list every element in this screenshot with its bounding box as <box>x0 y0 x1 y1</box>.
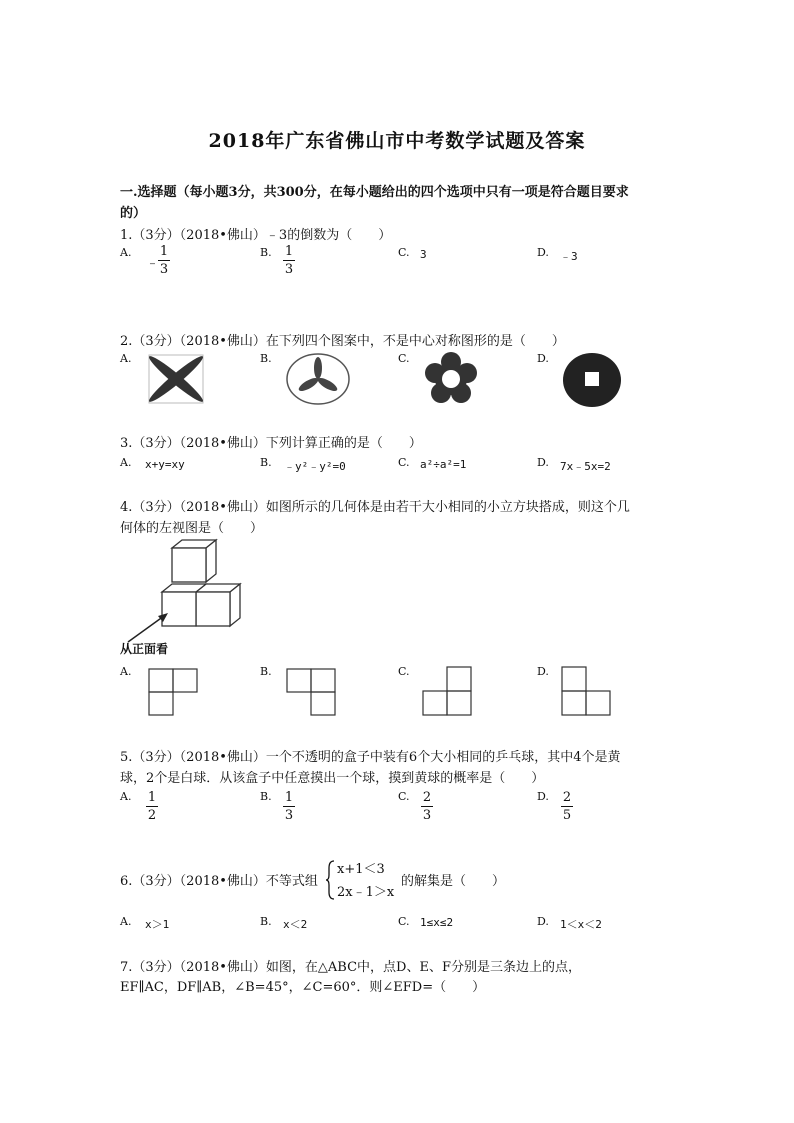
q3-option-d-value: 7x﹣5x=2 <box>560 460 611 473</box>
q6-stem-suffix: 的解集是（ ） <box>401 874 506 889</box>
q6-option-d-label: D. <box>537 915 549 928</box>
q5-stem-line2: 球，2个是白球．从该盒子中任意摸出一个球，摸到黄球的概率是（ ） <box>120 771 545 786</box>
q3-option-a-label: A. <box>120 456 132 469</box>
q1-option-d-label: D. <box>537 246 549 259</box>
q6-option-a-value: x＞1 <box>145 918 170 931</box>
q3-option-c-value: a²÷a²=1 <box>420 458 467 471</box>
q4-option-b-view <box>286 668 336 716</box>
q5-option-b-fraction <box>283 790 295 823</box>
q4-option-b-label: B. <box>260 665 272 678</box>
q4-option-a-view <box>148 668 198 716</box>
fraction-bar <box>146 806 158 807</box>
q5-option-b-label: B. <box>260 790 272 803</box>
q1-option-d-value: ﹣3 <box>560 250 578 263</box>
q2-figure-c-flower <box>422 352 480 406</box>
q5-option-d-label: D. <box>537 790 549 803</box>
q1-option-b-label: B. <box>260 246 272 259</box>
q1-stem: 1.（3分）（2018•佛山）﹣3的倒数为（ ） <box>120 228 392 243</box>
fraction-bar <box>561 806 573 807</box>
q3-option-d-label: D. <box>537 456 549 469</box>
q2-option-b-label: B. <box>260 352 272 365</box>
q6-brace-icon <box>326 860 336 900</box>
q4-figure-caption: 从正面看 <box>120 642 169 656</box>
q2-option-a-label: A. <box>120 352 132 365</box>
q5-option-d-fraction <box>561 790 573 823</box>
q1-option-a-label: A. <box>120 246 132 259</box>
q5-c-denominator: 3 <box>422 808 432 823</box>
q5-option-a-label: A. <box>120 790 132 803</box>
q3-option-a-value: x+y=xy <box>145 458 185 471</box>
fraction-bar <box>158 260 170 261</box>
q2-figure-a-four-petals <box>148 354 204 404</box>
q5-option-c-fraction <box>421 790 433 823</box>
q1-a-denominator: 3 <box>159 262 169 277</box>
q1-option-a-sign: ﹣ <box>146 256 160 271</box>
q2-option-d-label: D. <box>537 352 549 365</box>
q5-option-c-label: C. <box>398 790 410 803</box>
q4-option-d-label: D. <box>537 665 549 678</box>
q6-option-b-label: B. <box>260 915 272 928</box>
q3-stem: 3.（3分）（2018•佛山）下列计算正确的是（ ） <box>120 436 422 451</box>
q2-stem: 2.（3分）（2018•佛山）在下列四个图案中，不是中心对称图形的是（ ） <box>120 334 565 349</box>
q5-b-denominator: 3 <box>284 808 294 823</box>
q4-option-a-label: A. <box>120 665 132 678</box>
q1-option-c-value: 3 <box>420 248 427 261</box>
q2-option-c-label: C. <box>398 352 410 365</box>
q5-stem-line1: 5.（3分）（2018•佛山）一个不透明的盒子中装有6个大小相同的乒乓球，其中4个是黄 <box>120 750 621 765</box>
q1-option-b-fraction <box>283 244 295 277</box>
q6-option-d-value: 1＜x＜2 <box>560 918 602 931</box>
q3-option-b-value: ﹣y²﹣y²=0 <box>284 460 346 473</box>
q6-stem-prefix: 6.（3分）（2018•佛山）不等式组 <box>120 874 318 889</box>
q1-b-denominator: 3 <box>284 262 294 277</box>
q5-option-a-fraction <box>146 790 158 823</box>
q6-system-line2: 2x﹣1＞x <box>337 885 395 900</box>
section-header-line2: 的） <box>120 206 147 221</box>
q4-stem-line1: 4.（3分）（2018•佛山）如图所示的几何体是由若干大小相同的小立方块搭成，则这个几 <box>120 500 630 515</box>
q3-option-b-label: B. <box>260 456 272 469</box>
q5-d-denominator: 5 <box>562 808 572 823</box>
fraction-bar <box>421 806 433 807</box>
q4-option-c-view <box>422 666 472 716</box>
q6-option-a-label: A. <box>120 915 132 928</box>
q2-figure-b-three-petals <box>286 353 350 405</box>
q6-option-c-label: C. <box>398 915 410 928</box>
fraction-bar <box>283 260 295 261</box>
q5-a-numerator: 1 <box>147 790 157 805</box>
q6-option-c-value: 1≤x≤2 <box>420 916 454 929</box>
q6-option-b-value: x＜2 <box>283 918 308 931</box>
q7-stem-line1: 7.（3分）（2018•佛山）如图，在△ABC中，点D、E、F分别是三条边上的点， <box>120 960 581 975</box>
section-header-line1: 一.选择题（每小题3分，共300分，在每小题给出的四个选项中只有一项是符合题目要求 <box>120 185 629 200</box>
q1-a-numerator: 1 <box>159 244 169 259</box>
q4-stem-line2: 何体的左视图是（ ） <box>120 521 264 536</box>
q1-option-a-fraction <box>158 244 170 277</box>
q1-b-numerator: 1 <box>284 244 294 259</box>
q6-system-line1: x+1＜3 <box>337 862 385 877</box>
fraction-bar <box>283 806 295 807</box>
q5-c-numerator: 2 <box>422 790 432 805</box>
q7-stem-line2: EF∥AC，DF∥AB，∠B=45°，∠C=60°．则∠EFD=（ ） <box>120 980 486 995</box>
q2-figure-d-coin <box>562 352 622 408</box>
q5-b-numerator: 1 <box>284 790 294 805</box>
q1-option-c-label: C. <box>398 246 410 259</box>
q3-option-c-label: C. <box>398 456 410 469</box>
q5-d-numerator: 2 <box>562 790 572 805</box>
q5-a-denominator: 2 <box>147 808 157 823</box>
q4-cube-figure <box>120 538 245 648</box>
q4-option-c-label: C. <box>398 665 410 678</box>
page-title: 2018年广东省佛山市中考数学试题及答案 <box>208 130 586 152</box>
q4-option-d-view <box>561 666 611 716</box>
